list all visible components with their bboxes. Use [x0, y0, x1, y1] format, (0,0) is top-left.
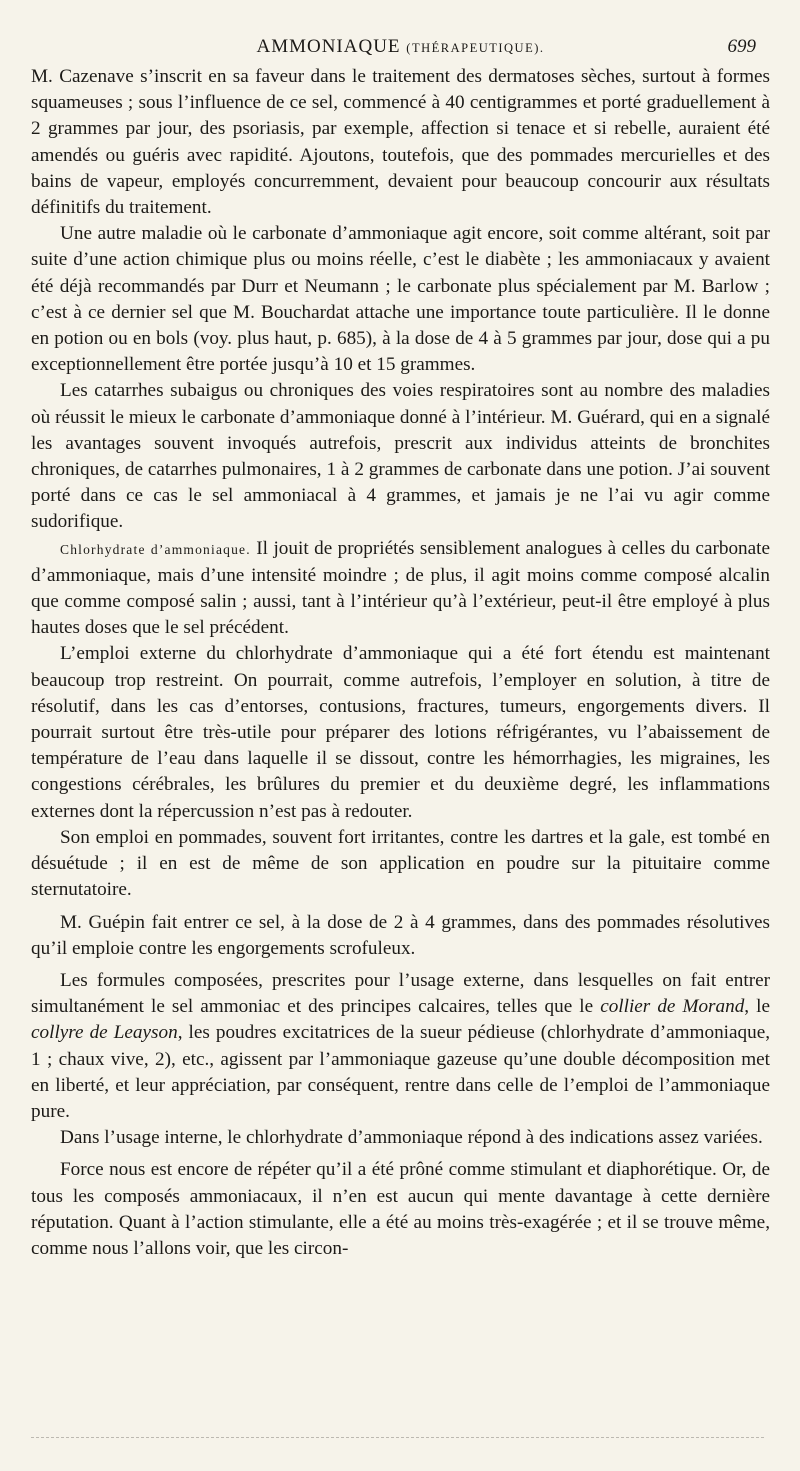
paragraph-8-part-a: Les formules composées, prescrites pour l’usage externe, dans lesquelles on fait entrer simultanément le sel ammoniac et des principes calcaires, telles que le: [31, 969, 770, 1018]
paragraph-9: Dans l’usage interne, le chlorhydrate d’ammoniaque répond à des indications assez variées.: [60, 1127, 763, 1149]
italic-collyre: collyre de Leayson: [31, 1022, 178, 1044]
paragraph-5: L’emploi externe du chlorhydrate d’ammoniaque qui a été fort étendu est maintenant beaucoup trop restreint. On pourrait, comme autrefois, l’employer en solution, à titre de résolutif, dans les cas d’entorses, contusions, fractures, tumeurs, engorgements divers. Il pourrait surtout être très-utile pour préparer des lotions réfrigérantes, vu l’abaissement de température de l’eau dans laquelle il se dissout, contre les hémorrhagies, les migraines, les congestions cérébrales, les brûlures du premier et du deuxième degré, les inflammations externes dont la répercussion n’est pas à redouter.: [31, 643, 770, 822]
paragraph-8-part-c: , les poudres excitatrices de la sueur pédieuse (chlorhydrate d’ammoniaque, 1 ; chaux vive, 2), etc., agissent par l’ammoniaque gazeuse qu’une double décomposition met en liberté, et leur appréciation, par conséquent, rentre dans celle de l’emploi de l’ammoniaque pure.: [31, 1022, 771, 1122]
section-term: Chlorhydrate d’ammoniaque.: [60, 541, 251, 557]
paragraph-7: M. Guépin fait entrer ce sel, à la dose de 2 à 4 grammes, dans des pommades résolutives qu’il emploie contre les engorgements scrofuleux.: [31, 911, 770, 959]
page-number: 699: [727, 36, 756, 57]
paragraph-8-part-b: , le: [744, 996, 770, 1018]
paragraph-3: Les catarrhes subaigus ou chroniques des voies respiratoires sont au nombre des maladies où réussit le mieux le carbonate d’ammoniaque donné à l’intérieur. M. Guérard, qui en a signalé les avantages souvent invoqués autrefois, prescrit aux individus atteints de bronchites chroniques, de catarrhes pulmonaires, 1 à 2 grammes de carbonate dans une potion. J’ai souvent porté dans ce cas le sel ammoniacal à 4 grammes, et jamais je ne l’ai vu agir comme sudorifique.: [31, 380, 770, 533]
running-title: [256, 36, 544, 57]
body-text: [31, 64, 770, 1262]
running-title-sub: (THÉRAPEUTIQUE).: [406, 41, 545, 55]
paragraph-4: [31, 536, 770, 642]
paragraph-1: M. Cazenave s’inscrit en sa faveur dans le traitement des dermatoses sèches, surtout à formes squameuses ; sous l’influence de ce sel, commencé à 40 centigrammes et porté graduellement à 2 grammes par jour, des psoriasis, par exemple, affection si tenace et si rebelle, auraient été amendés ou guéris avec rapidité. Ajoutons, toutefois, que des pommades mercurielles et des bains de vapeur, employés concurremment, devaient pour beaucoup concourir aux résultats définitifs du traitement.: [31, 66, 770, 219]
paragraph-8: [31, 968, 770, 1125]
paragraph-4-text: Il jouit de propriétés sensiblement analogues à celles du carbonate d’ammoniaque, mais d’une intensité moindre ; de plus, il agit moins comme composé alcalin que comme composé salin ; aussi, tant à l’intérieur qu’à l’extérieur, peut-il être employé à plus hautes doses que le sel précédent.: [31, 537, 771, 639]
footer-rule: [31, 1437, 764, 1438]
running-header: [31, 30, 770, 64]
paragraph-2: Une autre maladie où le carbonate d’ammoniaque agit encore, soit comme altérant, soit par suite d’une action chimique plus ou moins réelle, c’est le diabète ; les ammoniacaux y avaient été déjà recommandés par Durr et Neumann ; le carbonate plus spécialement par M. Barlow ; c’est à ce dernier sel que M. Bouchardat attache une importance toute particulière. Il le donne en potion ou en bols (voy. plus haut, p. 685), à la dose de 4 à 5 grammes par jour, dose qui a pu exceptionnellement être portée jusqu’à 10 et 15 grammes.: [31, 223, 770, 376]
running-title-main: AMMONIAQUE: [256, 36, 401, 57]
italic-collier: collier de Morand: [600, 996, 745, 1018]
paragraph-6: Son emploi en pommades, souvent fort irritantes, contre les dartres et la gale, est tombé en désuétude ; il en est de même de son application en poudre sur la pituitaire comme sternutatoire.: [31, 826, 770, 901]
paragraph-10: Force nous est encore de répéter qu’il a été prôné comme stimulant et diaphorétique. Or, de tous les composés ammoniacaux, il n’en est aucun qui mente davantage à cette dernière réputation. Quant à l’action stimulante, elle a été au moins très-exagérée ; et il se trouve même, comme nous l’allons voir, que les circon-: [31, 1159, 770, 1259]
